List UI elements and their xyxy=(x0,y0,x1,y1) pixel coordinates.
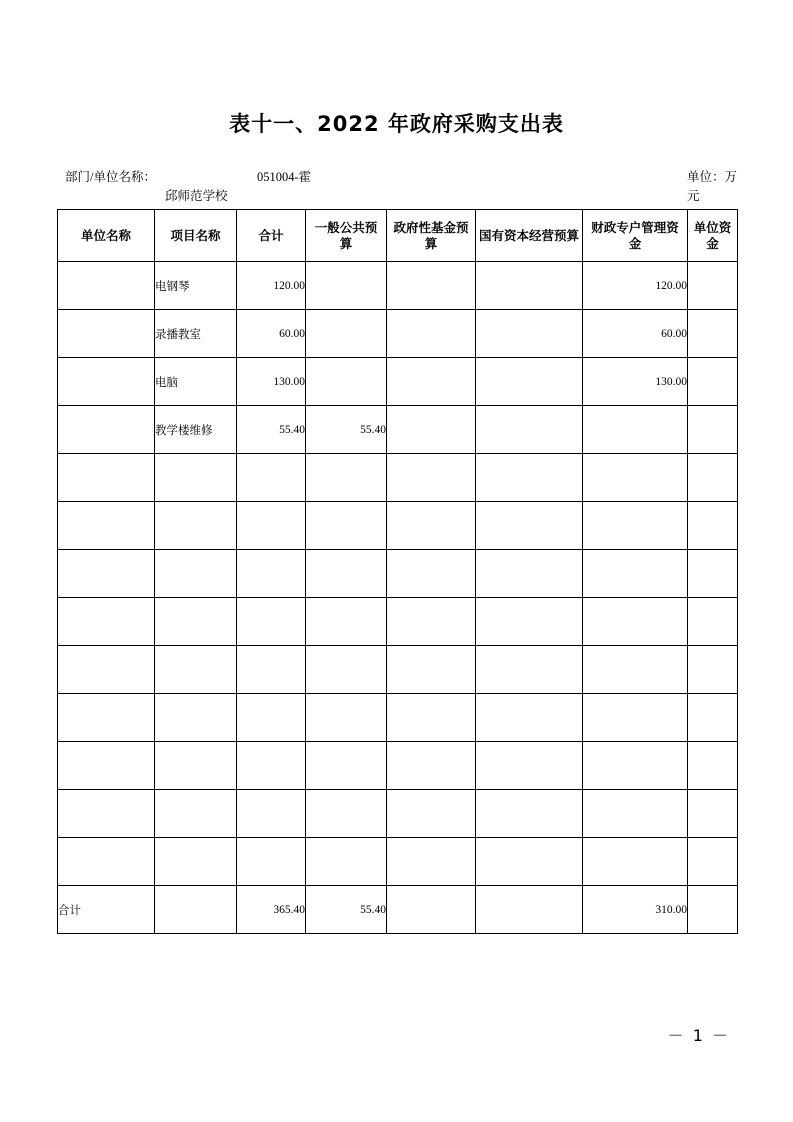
header-general-public-budget: 一般公共预算 xyxy=(306,210,387,262)
cell-state-capital xyxy=(476,646,583,694)
cell-project-name xyxy=(155,694,237,742)
cell-own-funds xyxy=(688,310,738,358)
cell-unit-name xyxy=(58,262,155,310)
cell-unit-name xyxy=(58,550,155,598)
procurement-expenditure-table xyxy=(57,209,738,934)
cell-general-public xyxy=(306,790,387,838)
cell-total-label: 合计 xyxy=(58,886,155,934)
cell-project-name xyxy=(155,502,237,550)
cell-own-funds xyxy=(688,262,738,310)
table-row xyxy=(58,358,738,406)
header-state-capital-budget: 国有资本经营预算 xyxy=(476,210,583,262)
table-row xyxy=(58,646,738,694)
cell-fiscal-account xyxy=(583,454,688,502)
cell-fiscal-account: 60.00 xyxy=(583,310,688,358)
cell-fiscal-account xyxy=(583,790,688,838)
table-row xyxy=(58,694,738,742)
cell-gov-fund xyxy=(387,742,476,790)
cell-fiscal-account xyxy=(583,694,688,742)
cell-state-capital xyxy=(476,310,583,358)
cell-unit-name xyxy=(58,790,155,838)
unit-label-line2: 元 xyxy=(687,189,700,203)
cell-own-funds xyxy=(688,742,738,790)
cell-project-name xyxy=(155,886,237,934)
page-number: － 1 － xyxy=(667,1026,730,1045)
cell-own-funds xyxy=(688,358,738,406)
cell-state-capital xyxy=(476,598,583,646)
cell-project-name xyxy=(155,598,237,646)
cell-total xyxy=(237,502,306,550)
cell-fiscal-account xyxy=(583,646,688,694)
unit-meta xyxy=(687,168,737,206)
cell-fiscal-account xyxy=(583,406,688,454)
cell-fiscal-account xyxy=(583,502,688,550)
cell-general-public: 55.40 xyxy=(306,886,387,934)
department-value-line2: 邱师范学校 xyxy=(165,189,228,203)
cell-total: 55.40 xyxy=(237,406,306,454)
cell-total: 365.40 xyxy=(237,886,306,934)
cell-own-funds xyxy=(688,406,738,454)
header-total: 合计 xyxy=(237,210,306,262)
cell-gov-fund xyxy=(387,694,476,742)
department-value-line1: 051004-霍 xyxy=(257,170,312,184)
cell-total xyxy=(237,454,306,502)
cell-unit-name xyxy=(58,598,155,646)
cell-project-name xyxy=(155,838,237,886)
cell-state-capital xyxy=(476,550,583,598)
cell-total: 120.00 xyxy=(237,262,306,310)
cell-gov-fund xyxy=(387,838,476,886)
cell-fiscal-account xyxy=(583,838,688,886)
cell-own-funds xyxy=(688,646,738,694)
cell-unit-name xyxy=(58,310,155,358)
cell-general-public xyxy=(306,262,387,310)
table-total-row xyxy=(58,886,738,934)
cell-gov-fund xyxy=(387,886,476,934)
table-row xyxy=(58,838,738,886)
header-fiscal-account-funds: 财政专户管理资金 xyxy=(583,210,688,262)
table-row xyxy=(58,550,738,598)
cell-own-funds xyxy=(688,790,738,838)
cell-general-public xyxy=(306,310,387,358)
cell-state-capital xyxy=(476,454,583,502)
cell-project-name xyxy=(155,454,237,502)
cell-unit-name xyxy=(58,838,155,886)
header-project-name: 项目名称 xyxy=(155,210,237,262)
cell-project-name xyxy=(155,646,237,694)
cell-fiscal-account: 120.00 xyxy=(583,262,688,310)
cell-fiscal-account xyxy=(583,598,688,646)
table-row xyxy=(58,598,738,646)
table-row xyxy=(58,406,738,454)
cell-unit-name xyxy=(58,502,155,550)
cell-own-funds xyxy=(688,598,738,646)
cell-unit-name xyxy=(58,454,155,502)
cell-total xyxy=(237,694,306,742)
cell-general-public xyxy=(306,502,387,550)
cell-project-name: 电脑 xyxy=(155,358,237,406)
cell-project-name: 教学楼维修 xyxy=(155,406,237,454)
cell-gov-fund xyxy=(387,262,476,310)
cell-fiscal-account: 130.00 xyxy=(583,358,688,406)
cell-state-capital xyxy=(476,694,583,742)
header-unit-name: 单位名称 xyxy=(58,210,155,262)
table-row xyxy=(58,790,738,838)
cell-own-funds xyxy=(688,886,738,934)
cell-fiscal-account: 310.00 xyxy=(583,886,688,934)
cell-unit-name xyxy=(58,406,155,454)
cell-gov-fund xyxy=(387,502,476,550)
department-meta xyxy=(65,168,365,206)
table-row xyxy=(58,742,738,790)
cell-unit-name xyxy=(58,742,155,790)
cell-unit-name xyxy=(58,358,155,406)
cell-state-capital xyxy=(476,838,583,886)
cell-total: 130.00 xyxy=(237,358,306,406)
cell-own-funds xyxy=(688,838,738,886)
cell-general-public xyxy=(306,694,387,742)
cell-general-public: 55.40 xyxy=(306,406,387,454)
header-gov-fund-budget: 政府性基金预算 xyxy=(387,210,476,262)
cell-total xyxy=(237,742,306,790)
cell-total xyxy=(237,646,306,694)
cell-gov-fund xyxy=(387,358,476,406)
cell-general-public xyxy=(306,454,387,502)
cell-project-name xyxy=(155,790,237,838)
cell-state-capital xyxy=(476,790,583,838)
cell-unit-name xyxy=(58,646,155,694)
cell-state-capital xyxy=(476,406,583,454)
unit-label-line1: 单位：万 xyxy=(687,170,738,184)
cell-unit-name xyxy=(58,694,155,742)
cell-project-name: 电钢琴 xyxy=(155,262,237,310)
cell-general-public xyxy=(306,550,387,598)
cell-total xyxy=(237,790,306,838)
cell-project-name: 录播教室 xyxy=(155,310,237,358)
cell-total xyxy=(237,838,306,886)
cell-fiscal-account xyxy=(583,742,688,790)
cell-total xyxy=(237,550,306,598)
cell-project-name xyxy=(155,742,237,790)
cell-total xyxy=(237,598,306,646)
cell-own-funds xyxy=(688,694,738,742)
cell-general-public xyxy=(306,742,387,790)
cell-project-name xyxy=(155,550,237,598)
cell-state-capital xyxy=(476,262,583,310)
cell-gov-fund xyxy=(387,310,476,358)
cell-gov-fund xyxy=(387,550,476,598)
cell-state-capital xyxy=(476,358,583,406)
table-meta xyxy=(57,168,737,206)
department-label: 部门/单位名称： xyxy=(65,170,156,184)
page-title: 表十一、2022 年政府采购支出表 xyxy=(229,112,564,136)
cell-gov-fund xyxy=(387,790,476,838)
cell-own-funds xyxy=(688,454,738,502)
header-own-funds: 单位资金 xyxy=(688,210,738,262)
table-row xyxy=(58,454,738,502)
cell-own-funds xyxy=(688,550,738,598)
cell-general-public xyxy=(306,646,387,694)
cell-fiscal-account xyxy=(583,550,688,598)
cell-state-capital xyxy=(476,742,583,790)
cell-gov-fund xyxy=(387,454,476,502)
cell-general-public xyxy=(306,598,387,646)
cell-gov-fund xyxy=(387,406,476,454)
cell-own-funds xyxy=(688,502,738,550)
cell-state-capital xyxy=(476,886,583,934)
table-row xyxy=(58,262,738,310)
cell-state-capital xyxy=(476,502,583,550)
table-row xyxy=(58,310,738,358)
cell-total: 60.00 xyxy=(237,310,306,358)
cell-gov-fund xyxy=(387,646,476,694)
cell-general-public xyxy=(306,838,387,886)
cell-gov-fund xyxy=(387,598,476,646)
table-header-row xyxy=(58,210,738,262)
cell-general-public xyxy=(306,358,387,406)
table-row xyxy=(58,502,738,550)
